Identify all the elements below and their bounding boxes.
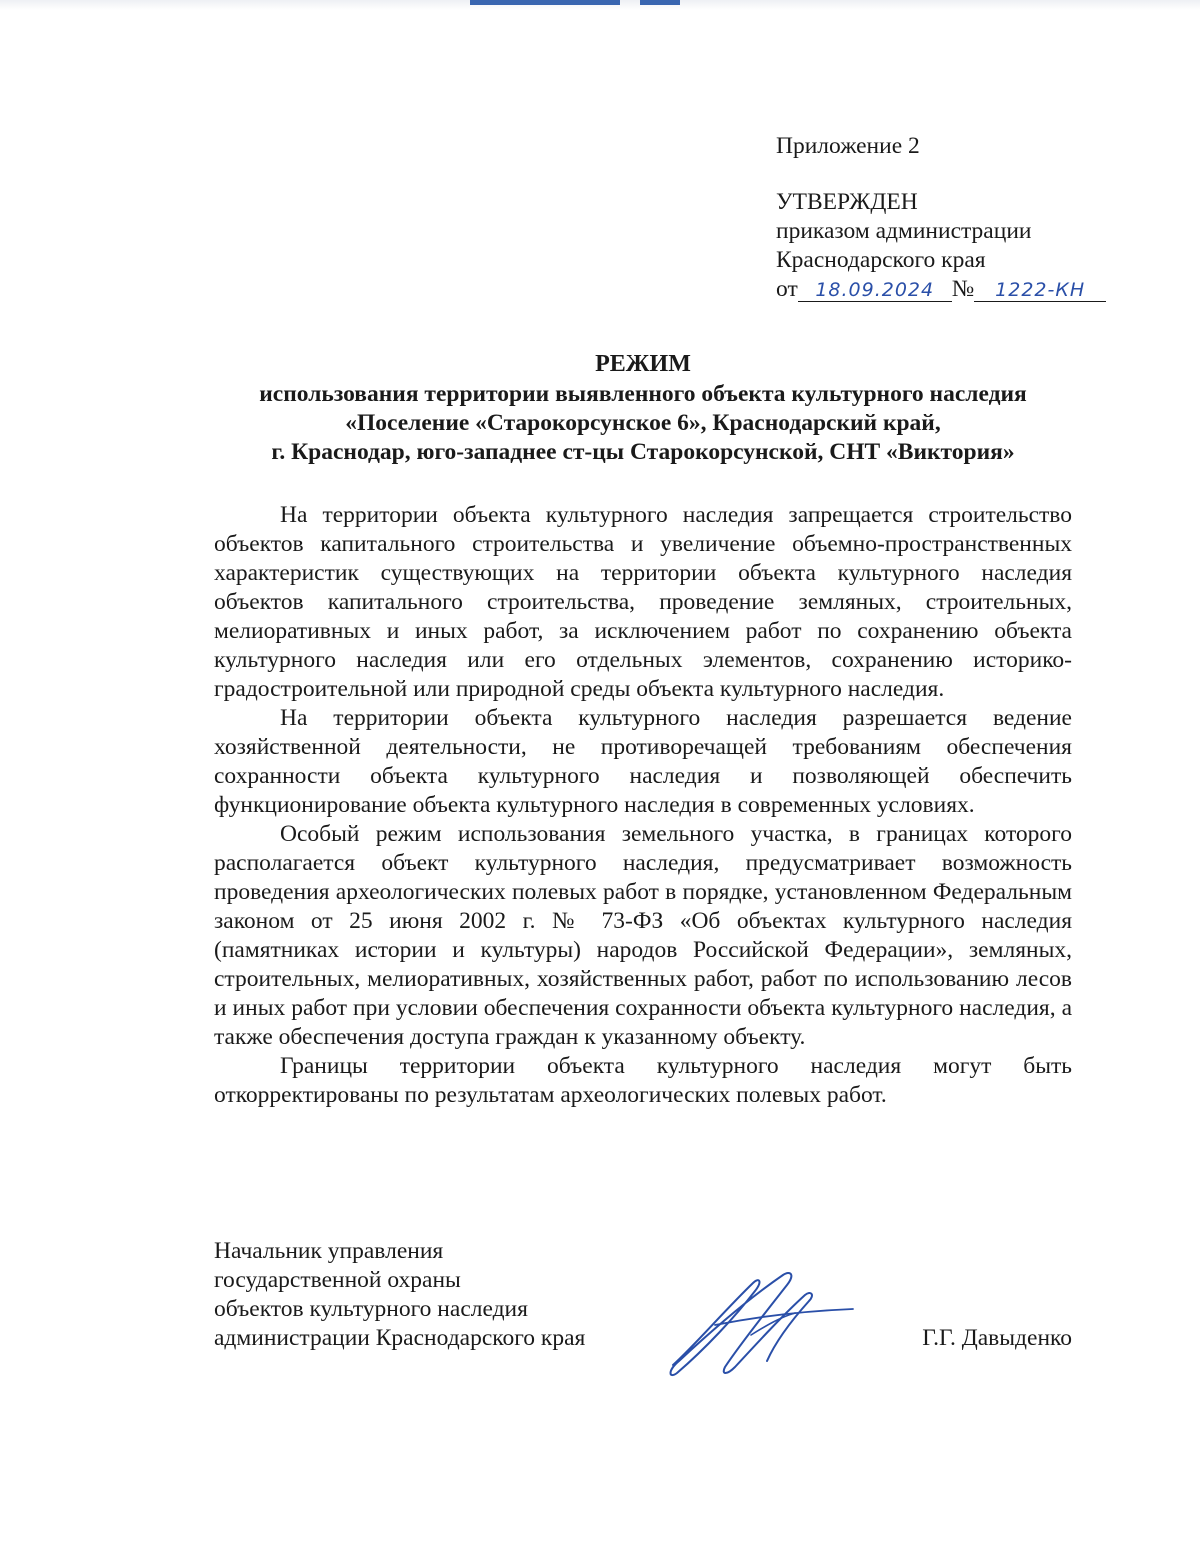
position-line-4: администрации Краснодарского края <box>214 1325 586 1351</box>
paragraph-3: Особый режим использования земельного участка, в границах которого располагается объект культурного наследия, предусматривает возможность проведения археологических полевых работ в порядке, установленном Федеральным законом от 25 июня 2002 г. № 73-ФЗ «Об объектах культурного наследия (памятниках истории и культуры) народов Российской Федерации», земляных, строительных, мелиоративных, хозяйственных работ, работ по использованию лесов и иных работ при условии обеспечения сохранности объекта культурного наследия, а также обеспечения доступа граждан к указанному объекту. <box>214 821 1072 1050</box>
title-main: РЕЖИМ <box>595 351 691 377</box>
position-line-2: государственной охраны <box>214 1267 461 1293</box>
position-line-3: объектов культурного наследия <box>214 1296 528 1322</box>
from-label: от <box>776 276 798 302</box>
handwritten-order-number: 1222-КН <box>974 279 1106 302</box>
title-line-1: использования территории выявленного объекта культурного наследия <box>259 381 1027 407</box>
paragraph-2: На территории объекта культурного наследия разрешается ведение хозяйственной деятельности, не противоречащей требованиям обеспечения сохранности объекта культурного наследия и позволяющей обеспечить функционирование объекта культурного наследия в современных условиях. <box>214 705 1072 818</box>
document-title <box>214 350 1072 467</box>
paragraph-4: Границы территории объекта культурного наследия могут быть откорректированы по результатам археологических полевых работ. <box>214 1053 1072 1108</box>
order-line-1: приказом администрации <box>776 218 1032 244</box>
signer-name: Г.Г. Давыденко <box>922 1325 1072 1351</box>
scan-artifact <box>640 0 680 5</box>
handwritten-date: 18.09.2024 <box>798 279 952 302</box>
scan-artifact <box>470 0 620 5</box>
approved-label: УТВЕРЖДЕН <box>776 189 918 215</box>
order-line-2: Краснодарского края <box>776 247 986 273</box>
position-line-1: Начальник управления <box>214 1238 444 1264</box>
paragraph-1: На территории объекта культурного наследия запрещается строительство объектов капитального строительства и увеличение объемно-пространственных характеристик существующих на территории объекта культурного наследия объектов капитального строительства, проведение земляных, строительных, мелиоративных и иных работ, за исключением работ по сохранению объекта культурного наследия или его отдельных элементов, сохранению историко-градостроительной или природной среды объекта культурного наследия. <box>214 502 1072 702</box>
number-label: № <box>951 276 975 302</box>
document-body <box>214 501 1072 1110</box>
title-line-2: «Поселение «Старокорсунское 6», Краснодарский край, <box>345 410 941 436</box>
order-date-number <box>776 275 1156 304</box>
title-line-3: г. Краснодар, юго-западнее ст-цы Старокорсунской, СНТ «Виктория» <box>271 439 1015 465</box>
signatory-position <box>214 1237 634 1353</box>
handwritten-signature <box>655 1265 865 1385</box>
appendix-label: Приложение 2 <box>776 133 920 159</box>
approval-block <box>776 132 1156 304</box>
